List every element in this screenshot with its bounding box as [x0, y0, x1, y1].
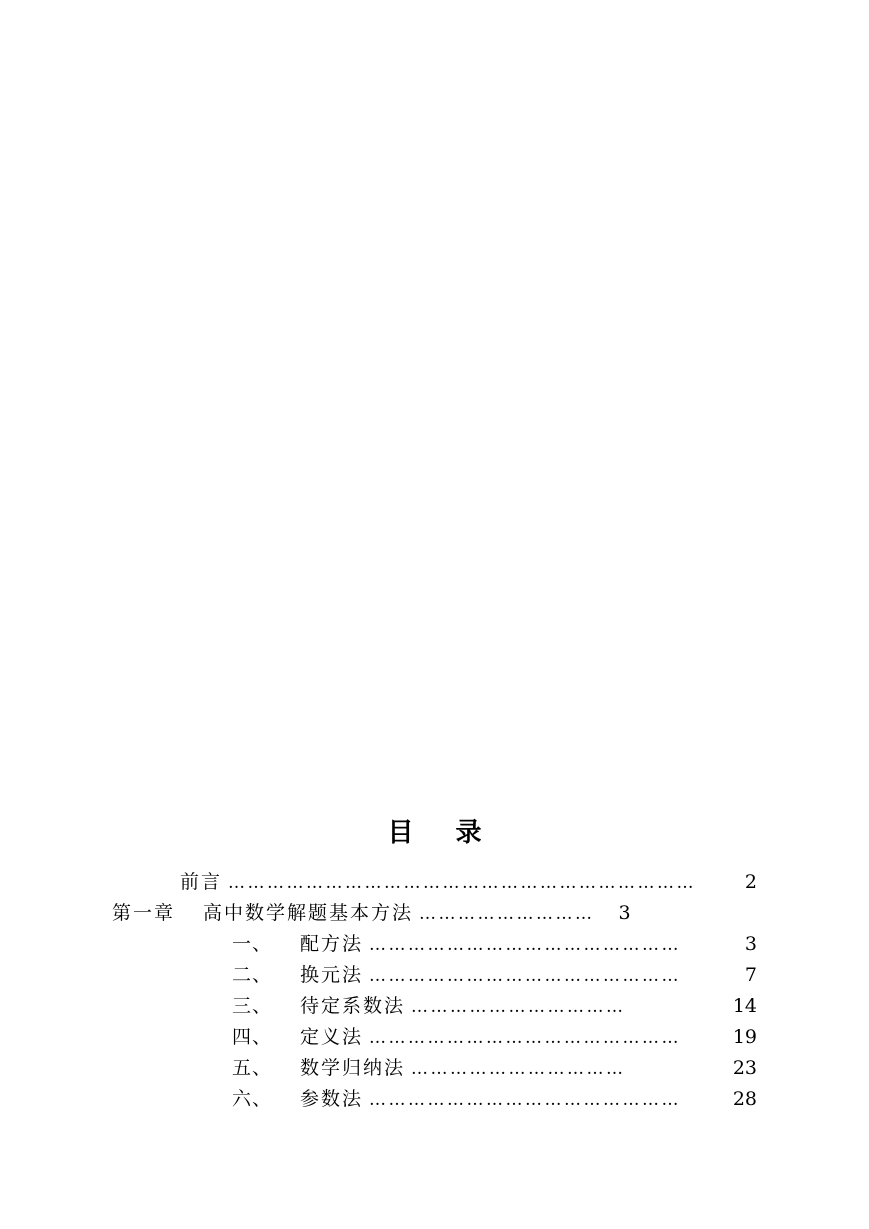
- toc-entry-label: 参数法: [300, 1088, 364, 1110]
- toc-entry-prefix: 六、: [232, 1088, 273, 1110]
- toc-entry-section-5[interactable]: [112, 1053, 757, 1084]
- toc-entry-chapter-1[interactable]: [112, 898, 757, 929]
- toc-entry-label: 数学归纳法: [300, 1057, 406, 1079]
- toc-entry-label: 高中数学解题基本方法: [203, 902, 414, 924]
- toc-entry-preface[interactable]: [112, 867, 757, 898]
- toc-entry-page: 3: [618, 902, 631, 924]
- table-of-contents: [0, 812, 869, 1115]
- toc-entry-label: 换元法: [300, 964, 364, 986]
- toc-entry-page: 2: [744, 871, 757, 893]
- toc-entry-page: 19: [732, 1026, 757, 1048]
- toc-entry-list: [0, 867, 869, 1115]
- toc-entry-label: 配方法: [300, 933, 364, 955]
- toc-entry-page: 23: [732, 1057, 757, 1079]
- toc-entry-page: 28: [732, 1088, 757, 1110]
- toc-entry-page: 7: [744, 964, 757, 986]
- toc-leader-dots: ………………………………………………………………: [228, 873, 697, 893]
- page-title: 目录: [387, 818, 524, 848]
- toc-entry-section-2[interactable]: [112, 960, 757, 991]
- toc-leader-dots: ………………………: [419, 904, 595, 924]
- toc-entry-prefix: 二、: [232, 964, 273, 986]
- toc-entry-section-3[interactable]: [112, 991, 757, 1022]
- toc-entry-prefix: 一、: [232, 933, 273, 955]
- toc-leader-dots: …………………………………………: [369, 966, 682, 986]
- toc-entry-prefix: 三、: [232, 995, 273, 1017]
- toc-entry-prefix: 第一章: [112, 902, 176, 924]
- toc-entry-section-6[interactable]: [112, 1084, 757, 1115]
- toc-leader-dots: …………………………………………: [369, 935, 682, 955]
- toc-entry-label: 前言: [180, 871, 223, 893]
- toc-leader-dots: …………………………………………: [369, 1028, 682, 1048]
- toc-leader-dots: ……………………………: [411, 1059, 626, 1079]
- toc-leader-dots: …………………………………………: [369, 1090, 682, 1110]
- toc-entry-page: 14: [732, 995, 757, 1017]
- toc-entry-page: 3: [744, 933, 757, 955]
- toc-entry-section-1[interactable]: [112, 929, 757, 960]
- toc-entry-section-4[interactable]: [112, 1022, 757, 1053]
- toc-leader-dots: ……………………………: [411, 997, 626, 1017]
- toc-entry-label: 待定系数法: [300, 995, 406, 1017]
- toc-entry-prefix: 五、: [232, 1057, 273, 1079]
- toc-entry-label: 定义法: [300, 1026, 364, 1048]
- toc-entry-prefix: 四、: [232, 1026, 273, 1048]
